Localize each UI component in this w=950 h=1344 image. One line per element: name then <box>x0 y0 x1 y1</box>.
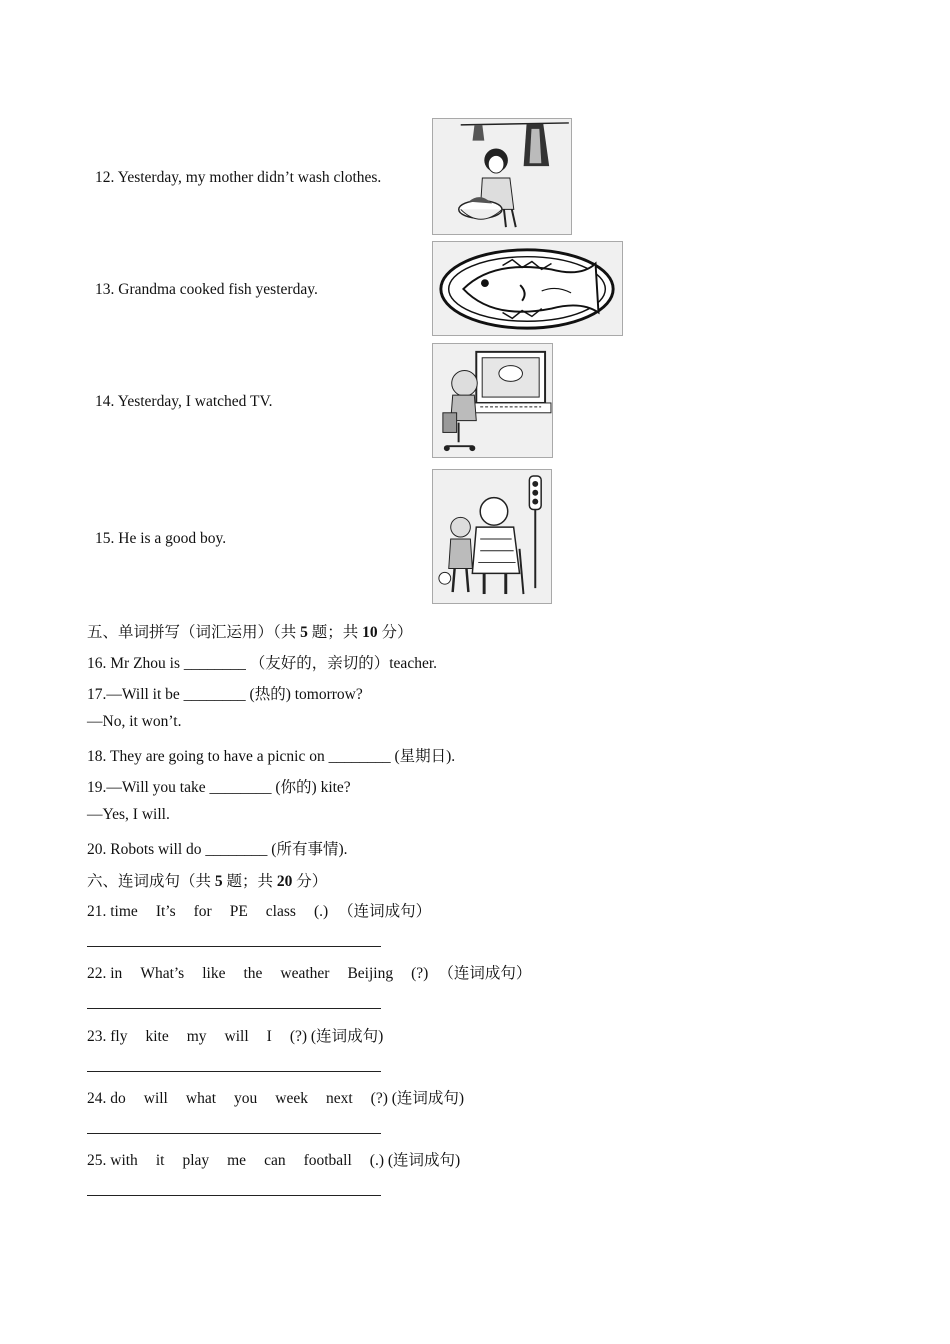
question-22: 22. in What’s like the weather Beijing (?) （连词成句） <box>87 965 532 982</box>
boy-helping-grandpa-picture <box>432 469 552 604</box>
child-at-computer-picture <box>432 343 553 458</box>
question-24: 24. do will what you week next (?) (连词成句) <box>87 1090 465 1107</box>
item-13-text: 13. Grandma cooked fish yesterday. <box>95 281 318 298</box>
question-16: 16. Mr Zhou is ________ （友好的，亲切的）teacher. <box>87 655 438 672</box>
question-17: 17.—Will it be ________ (热的) tomorrow? <box>87 686 363 703</box>
item-15-text: 15. He is a good boy. <box>95 530 227 547</box>
question-20: 20. Robots will do ________ (所有事情). <box>87 841 348 858</box>
fish-on-plate-picture <box>432 241 623 336</box>
item-14-text: 14. Yesterday, I watched TV. <box>95 393 273 410</box>
section-5-heading: 五、单词拼写（词汇运用）（共 5 题；共 10 分） <box>87 624 413 641</box>
question-18: 18. They are going to have a picnic on ________ (星期日). <box>87 748 456 765</box>
question-25: 25. with it play me can football (.) (连词成句) <box>87 1152 461 1169</box>
item-12-text: 12. Yesterday, my mother didn’t wash clothes. <box>95 169 382 186</box>
question-19: 19.—Will you take ________ (你的) kite? <box>87 779 351 796</box>
question-17-answer: —No, it won’t. <box>87 713 182 730</box>
woman-washing-clothes-picture <box>432 118 572 235</box>
question-21: 21. time It’s for PE class (.) （连词成句） <box>87 903 432 920</box>
section-6-heading: 六、连词成句（共 5 题；共 20 分） <box>87 873 328 890</box>
answer-line-23[interactable] <box>87 1071 381 1072</box>
answer-line-21[interactable] <box>87 946 381 947</box>
answer-line-25[interactable] <box>87 1195 381 1196</box>
question-19-answer: —Yes, I will. <box>87 806 170 823</box>
answer-line-22[interactable] <box>87 1008 381 1009</box>
question-23: 23. fly kite my will I (?) (连词成句) <box>87 1028 384 1045</box>
answer-line-24[interactable] <box>87 1133 381 1134</box>
